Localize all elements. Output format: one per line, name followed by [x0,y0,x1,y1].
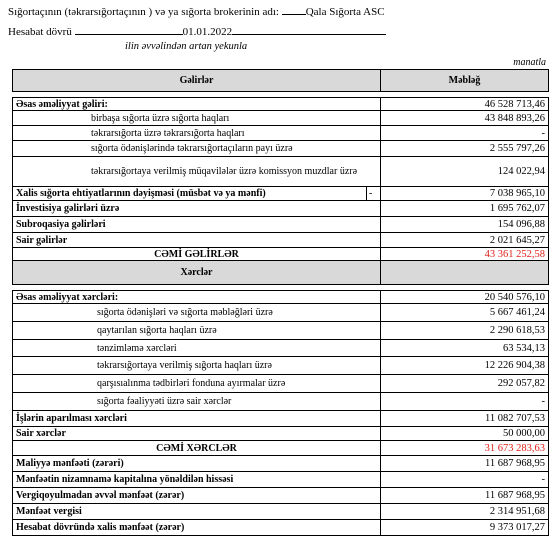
row-label: Sair xərclər [13,427,381,441]
table-row [13,141,549,157]
row-label: Əsas əməliyyat xərcləri: [13,291,381,304]
row-value: - [381,472,549,488]
row-label: qarşısıalınma tədbirləri fonduna ayırmalar üzrə [13,375,381,393]
row-value: 5 667 461,24 [381,304,549,322]
row-sign: - [367,187,381,201]
row-value: 2 290 618,53 [381,322,549,340]
income-total-value: 43 361 252,58 [381,248,549,261]
expense-total-label: CƏMİ XƏRCLƏR [13,441,381,456]
row-label: tənzimləmə xərcləri [13,340,381,357]
row-value: 46 528 713,46 [381,98,549,111]
period-line [8,23,386,38]
table-row [13,201,549,217]
row-label: Maliyyə mənfəəti (zərəri) [13,456,381,472]
row-value: 2 555 797,26 [381,141,549,157]
report-date: 01.01.2022 [182,26,233,38]
company-line-label: Sığortaçının (təkrarsığortaçının ) və ya sığorta brokerinin adı: [8,6,282,18]
row-value: 11 082 707,53 [381,411,549,427]
row-value: 7 038 965,10 [381,187,549,201]
table-row [13,340,549,357]
table-row [13,233,549,248]
table-row [13,322,549,340]
table-row [13,187,549,201]
company-line [8,3,385,18]
row-value: 11 687 968,95 [381,456,549,472]
row-value: 1 695 762,07 [381,201,549,217]
income-header: Gəlirlər [13,70,381,92]
blank-underline [282,3,306,15]
table-row [13,126,549,141]
table-row [13,357,549,375]
row-label: birbaşa sığorta üzrə sığorta haqları [13,111,381,126]
income-header-row [13,70,549,92]
period-subtitle: ilin əvvəlindən artan yekunla [125,41,248,52]
table-row [13,393,549,411]
income-total-label: CƏMİ GƏLİRLƏR [13,248,381,261]
row-value: 154 096,88 [381,217,549,233]
row-label: sığorta ödənişlərində təkrarsığortaçıların payı üzrə [13,141,381,157]
table-row [13,157,549,187]
blank-underline [232,23,386,35]
row-label: Sair gəlirlər [13,233,381,248]
table-row [13,472,549,488]
table-row [13,456,549,472]
row-label: Hesabat dövründə xalis mənfəət (zərər) [13,520,381,536]
blank-underline [75,23,183,35]
row-value: 12 226 904,38 [381,357,549,375]
row-value: 124 022,94 [381,157,549,187]
row-label: Əsas əməliyyat gəliri: [13,98,381,111]
table-row [13,520,549,536]
expense-total-value: 31 673 283,63 [381,441,549,456]
row-label: təkrarsığortaya verilmiş sığorta haqları üzrə [13,357,381,375]
expense-header-row [13,261,549,285]
table-row [13,504,549,520]
row-value: 43 848 893,26 [381,111,549,126]
row-value: - [381,393,549,411]
amount-header: Məbləğ [381,70,549,92]
row-value: - [381,126,549,141]
row-label: təkrarsığorta üzrə təkrarsığorta haqları [13,126,381,141]
expense-header: Xərclər [13,261,381,285]
row-label: sığorta ödənişləri və sığorta məbləğləri üzrə [13,304,381,322]
income-total-row [13,248,549,261]
table-row [13,217,549,233]
expense-total-row [13,441,549,456]
row-label: Mənfəətin nizamnamə kapitalına yönəldilən hissəsi [13,472,381,488]
row-label: Mənfəət vergisi [13,504,381,520]
row-value: 292 057,82 [381,375,549,393]
table-row [13,488,549,504]
table-row [13,98,549,111]
row-label: İnvestisiya gəlirləri üzrə [13,201,381,217]
row-value: 2 021 645,27 [381,233,549,248]
row-label: təkrarsığortaya verilmiş müqavilələr üzrə komissyon muzdlar üzrə [13,157,381,187]
table-row [13,411,549,427]
row-label: qaytarılan sığorta haqları üzrə [13,322,381,340]
row-label: İşlərin aparılması xərcləri [13,411,381,427]
row-label: sığorta fəaliyyəti üzrə sair xərclər [13,393,381,411]
expense-amount-header [381,261,549,285]
income-statement-table [12,69,549,536]
row-value: 2 314 951,68 [381,504,549,520]
company-name: Qala Sığorta ASC [305,6,385,18]
row-label: Vergiqoyulmadan əvvəl mənfəət (zərər) [13,488,381,504]
row-value: 63 534,13 [381,340,549,357]
row-label: Subroqasiya gəlirləri [13,217,381,233]
table-row [13,291,549,304]
row-value: 9 373 017,27 [381,520,549,536]
table-row [13,375,549,393]
currency-unit: manatla [513,57,546,68]
row-label: Xalis sığorta ehtiyatlarının dəyişməsi (müsbət və ya mənfi) [13,187,367,201]
table-row [13,111,549,126]
table-row [13,304,549,322]
period-label: Hesabat dövrü [8,26,75,38]
row-value: 20 540 576,10 [381,291,549,304]
row-value: 50 000,00 [381,427,549,441]
table-row [13,427,549,441]
row-value: 11 687 968,95 [381,488,549,504]
